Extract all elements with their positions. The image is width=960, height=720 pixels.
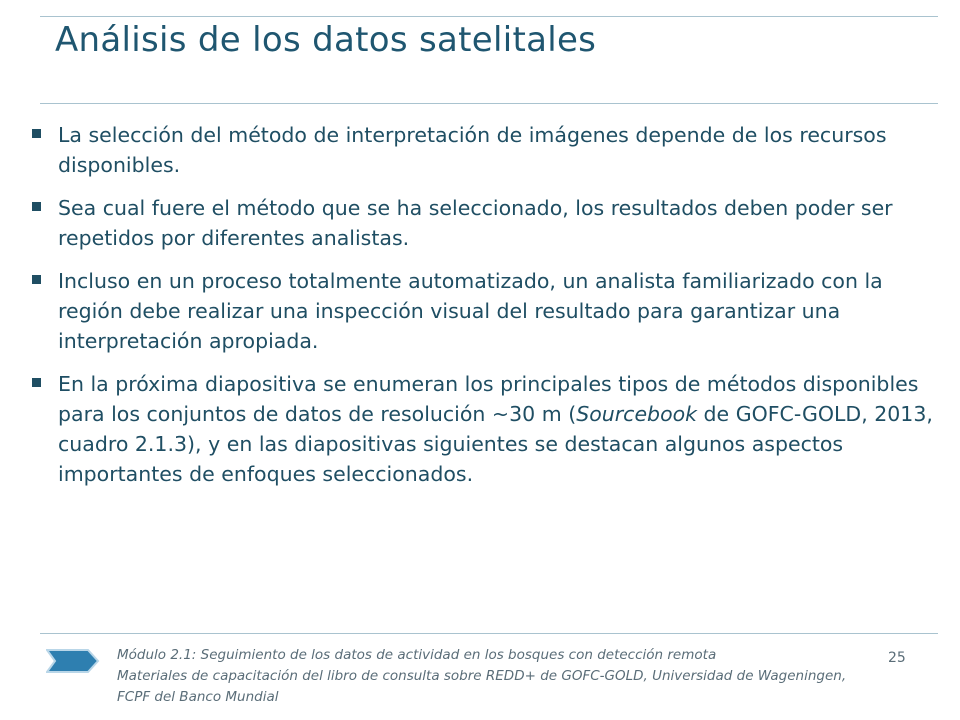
bullet-text-before: En la próxima diapositiva se enumeran los principales tipos de métodos disponibles para los conjuntos de datos de resolución ~30 m (	[58, 372, 919, 426]
footer-materials-line: Materiales de capacitación del libro de consulta sobre REDD+ de GOFC-GOLD, Universidad de Wageningen, FCPF del Banco Mundial	[117, 668, 847, 705]
sourcebook-italic: Sourcebook	[576, 402, 698, 426]
footer-rule	[40, 633, 938, 634]
bullet-text	[58, 369, 937, 489]
square-bullet-icon	[32, 378, 41, 387]
bullet-text: La selección del método de interpretación de imágenes depende de los recursos disponibles.	[58, 123, 887, 177]
bullet-text: Incluso en un proceso totalmente automatizado, un analista familiarizado con la región debe realizar una inspección visual del resultado para garantizar una interpretación apropiada.	[58, 269, 883, 353]
title-underline	[40, 103, 938, 104]
square-bullet-icon	[32, 275, 41, 284]
square-bullet-icon	[32, 129, 41, 138]
chevron-arrow-icon	[46, 648, 100, 674]
bullet-item	[32, 193, 937, 253]
bullet-item	[32, 266, 937, 356]
page-number: 25	[888, 650, 906, 666]
bullet-list	[32, 120, 937, 502]
bullet-text-after: de GOFC-GOLD, 2013, cuadro 2.1.3), y en las diapositivas siguientes se destacan algunos aspectos importantes de enfoques seleccionados.	[58, 402, 933, 486]
bullet-item	[32, 120, 937, 180]
bullet-item	[32, 369, 937, 489]
bullet-text: Sea cual fuere el método que se ha seleccionado, los resultados deben poder ser repetidos por diferentes analistas.	[58, 196, 893, 250]
square-bullet-icon	[32, 202, 41, 211]
top-rule	[40, 16, 938, 17]
footer-credits	[117, 645, 847, 708]
slide-title: Análisis de los datos satelitales	[55, 20, 597, 60]
footer-module-line: Módulo 2.1: Seguimiento de los datos de actividad en los bosques con detección remota	[117, 647, 717, 663]
